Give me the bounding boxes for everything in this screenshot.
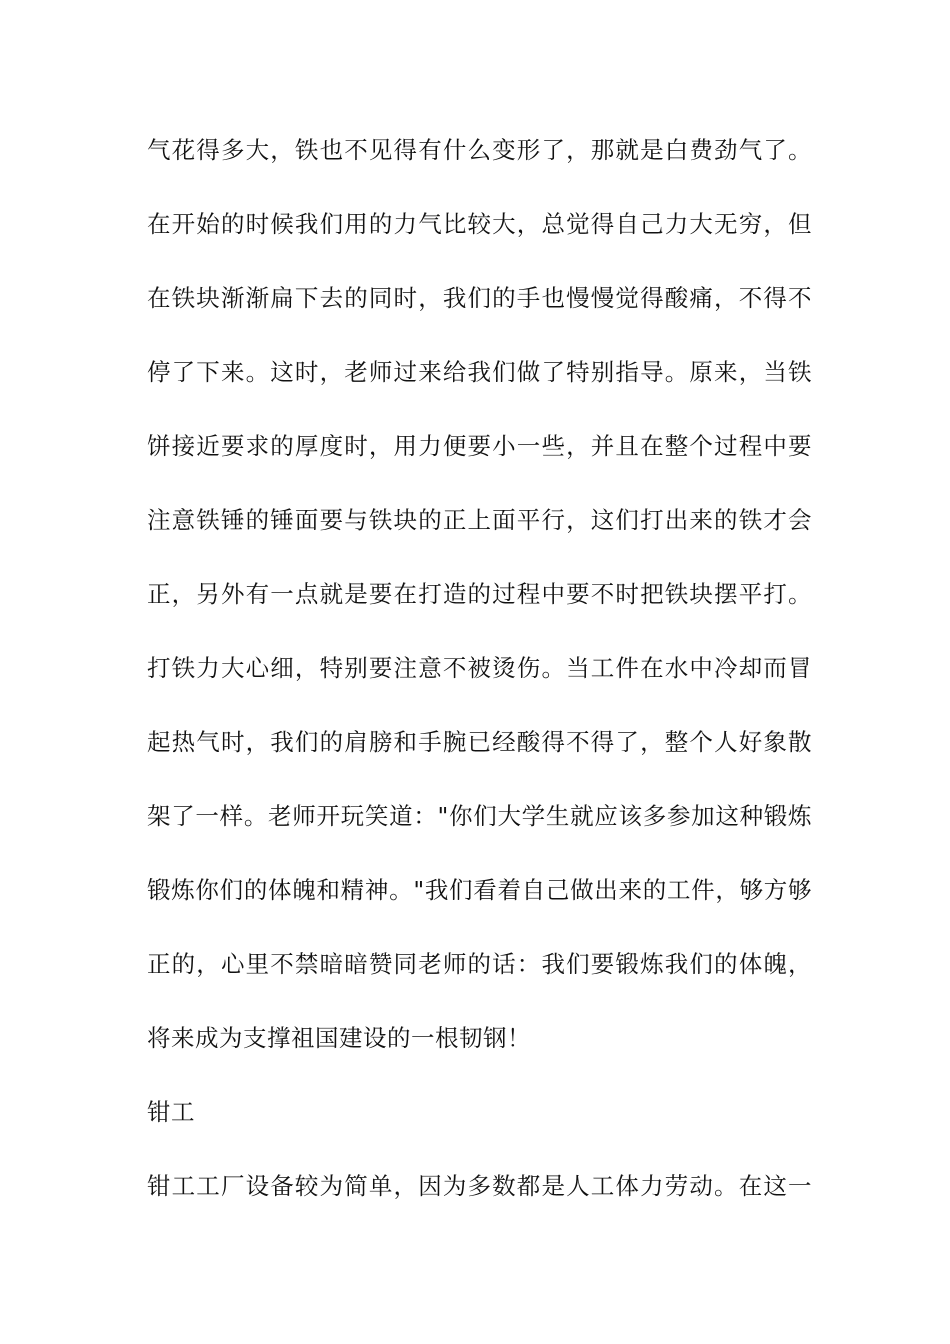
text-line: 停了下来。这时，老师过来给我们做了特别指导。原来，当铁 — [147, 358, 812, 386]
text-line: 正，另外有一点就是要在打造的过程中要不时把铁块摆平打。 — [147, 580, 812, 608]
body-text — [147, 128, 812, 1238]
text-line: 注意铁锤的锤面要与铁块的正上面平行，这们打出来的铁才会 — [147, 506, 812, 534]
text-line: 打铁力大心细，特别要注意不被烫伤。当工件在水中冷却而冒 — [147, 654, 812, 682]
text-line: 气花得多大，铁也不见得有什么变形了，那就是白费劲气了。 — [147, 136, 812, 164]
text-line: 在铁块渐渐扁下去的同时，我们的手也慢慢觉得酸痛，不得不 — [147, 284, 812, 312]
text-line: 架了一样。老师开玩笑道："你们大学生就应该多参加这种锻炼 — [147, 802, 812, 830]
text-line: 将来成为支撑祖国建设的一根韧钢！ — [147, 1024, 531, 1052]
text-line: 饼接近要求的厚度时，用力便要小一些，并且在整个过程中要 — [147, 432, 812, 460]
text-line: 正的，心里不禁暗暗赞同老师的话：我们要锻炼我们的体魄， — [147, 950, 812, 978]
text-line: 起热气时，我们的肩膀和手腕已经酸得不得了，整个人好象散 — [147, 728, 812, 756]
section-heading: 钳工 — [147, 1098, 195, 1126]
text-line: 钳工工厂设备较为简单，因为多数都是人工体力劳动。在这一 — [147, 1172, 812, 1200]
text-line: 锻炼你们的体魄和精神。"我们看着自己做出来的工件，够方够 — [147, 876, 812, 904]
text-line: 在开始的时候我们用的力气比较大，总觉得自己力大无穷，但 — [147, 210, 812, 238]
